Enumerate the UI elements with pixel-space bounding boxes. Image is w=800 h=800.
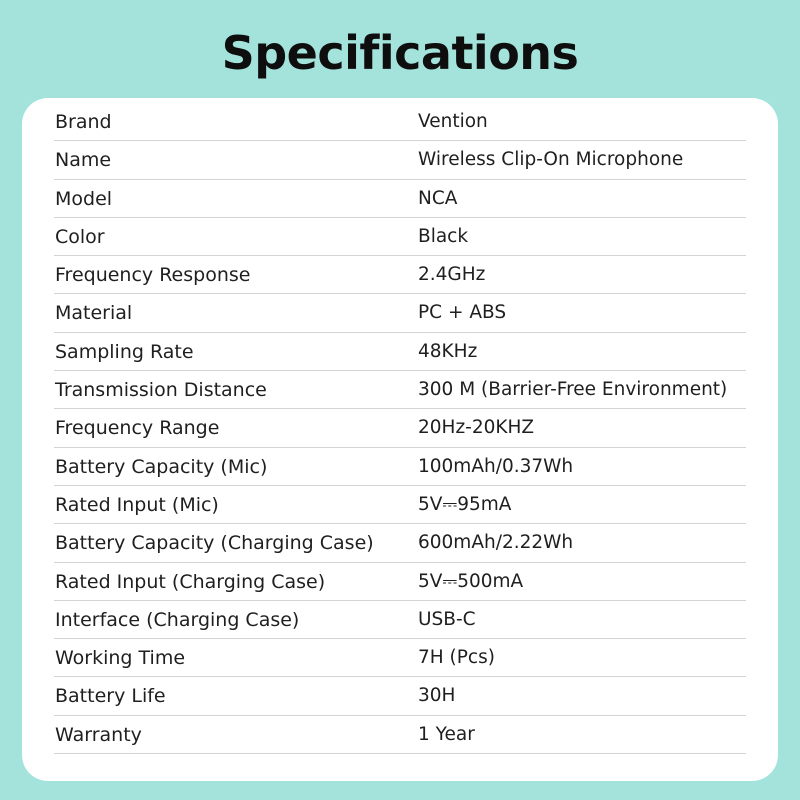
spec-label: Transmission Distance	[55, 379, 267, 402]
spec-label: Warranty	[55, 723, 142, 746]
spec-label: Color	[55, 225, 105, 248]
spec-value: Black	[418, 225, 469, 247]
spec-value: 5V⎓95mA	[418, 493, 512, 515]
spec-label: Frequency Range	[55, 417, 220, 440]
spec-row-model	[54, 180, 746, 218]
specs-card	[22, 98, 778, 781]
spec-label: Battery Life	[55, 685, 166, 708]
spec-value: 48KHz	[418, 340, 478, 362]
spec-row-battery-capacity-case	[54, 524, 746, 562]
spec-value: USB-C	[418, 608, 476, 630]
spec-value: 30H	[418, 685, 456, 707]
spec-value: Wireless Clip-On Microphone	[418, 149, 684, 171]
spec-row-name	[54, 141, 746, 179]
spec-label: Name	[55, 149, 112, 172]
spec-label: Rated Input (Mic)	[55, 493, 219, 516]
spec-label: Brand	[55, 111, 112, 133]
spec-value: 600mAh/2.22Wh	[418, 532, 574, 554]
spec-row-interface-case	[54, 601, 746, 639]
spec-label: Model	[55, 187, 113, 210]
spec-value: 7H (Pcs)	[418, 647, 495, 669]
spec-value: 300 M (Barrier-Free Environment)	[418, 379, 728, 401]
spec-row-color	[54, 218, 746, 256]
spec-label: Material	[55, 302, 133, 325]
spec-label: Rated Input (Charging Case)	[55, 570, 326, 593]
spec-row-warranty	[54, 716, 746, 754]
spec-value: Vention	[418, 111, 488, 132]
spec-label: Frequency Response	[55, 264, 251, 287]
spec-value: 100mAh/0.37Wh	[418, 455, 574, 477]
spec-label: Sampling Rate	[55, 340, 194, 363]
spec-label: Interface (Charging Case)	[55, 608, 300, 631]
spec-row-sampling-rate	[54, 333, 746, 371]
spec-value: 5V⎓500mA	[418, 570, 524, 592]
spec-label: Working Time	[55, 647, 186, 670]
spec-value: PC + ABS	[418, 302, 507, 324]
spec-row-brand	[54, 103, 746, 141]
spec-value: 1 Year	[418, 723, 475, 745]
specs-table	[54, 103, 746, 754]
page-title: Specifications	[221, 26, 579, 80]
spec-row-material	[54, 294, 746, 332]
spec-row-battery-life	[54, 677, 746, 715]
spec-row-battery-capacity-mic	[54, 448, 746, 486]
spec-row-frequency-range	[54, 409, 746, 447]
spec-row-transmission-distance	[54, 371, 746, 409]
spec-value: NCA	[418, 187, 458, 209]
spec-row-working-time	[54, 639, 746, 677]
spec-row-rated-input-mic	[54, 486, 746, 524]
spec-label: Battery Capacity (Charging Case)	[55, 532, 374, 555]
spec-row-rated-input-case	[54, 563, 746, 601]
spec-row-frequency-response	[54, 256, 746, 294]
spec-value: 20Hz-20KHZ	[418, 417, 535, 439]
spec-value: 2.4GHz	[418, 264, 486, 286]
spec-label: Battery Capacity (Mic)	[55, 455, 268, 478]
